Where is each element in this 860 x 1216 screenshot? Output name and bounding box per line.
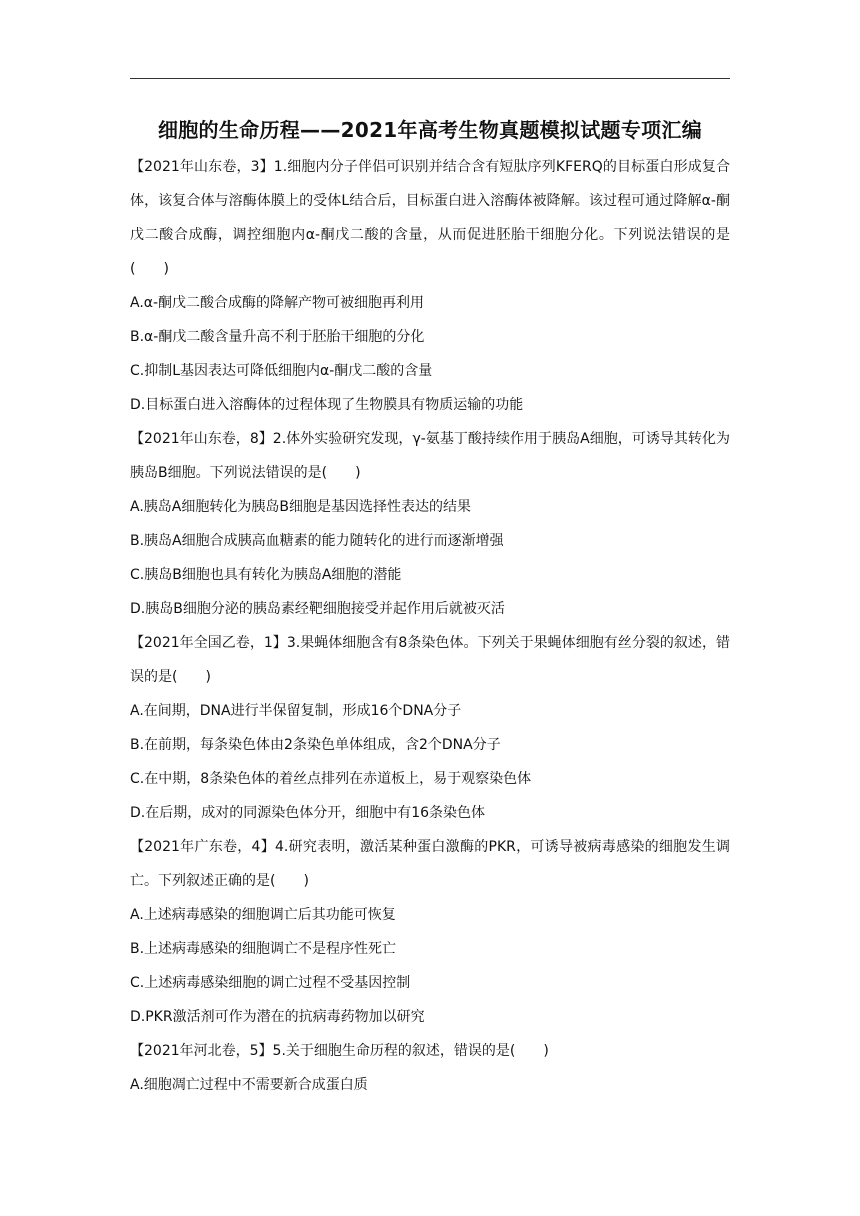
question-option: B.在前期，每条染色体由2条染色单体组成，含2个DNA分子 — [130, 737, 501, 753]
question-option: D.胰岛B细胞分泌的胰岛素经靶细胞接受并起作用后就被灭活 — [130, 601, 505, 617]
question-stem: 【2021年广东卷，4】4.研究表明，激活某种蛋白激酶的PKR，可诱导被病毒感染的细胞发生调亡。下列叙述正确的是( ) — [130, 839, 730, 889]
question-option: C.上述病毒感染细胞的调亡过程不受基因控制 — [130, 975, 411, 991]
question-option: B.胰岛A细胞合成胰高血糖素的能力随转化的进行而逐渐增强 — [130, 533, 504, 549]
question-option: A.细胞凋亡过程中不需要新合成蛋白质 — [130, 1077, 368, 1093]
question-option: B.α-酮戊二酸含量升高不利于胚胎干细胞的分化 — [130, 329, 425, 345]
question-stem: 【2021年河北卷，5】5.关于细胞生命历程的叙述，错误的是( ) — [130, 1043, 549, 1059]
question-stem: 【2021年全国乙卷，1】3.果蝇体细胞含有8条染色体。下列关于果蝇体细胞有丝分裂的叙述，错误的是( ) — [130, 635, 730, 685]
question-stem: 【2021年山东卷，3】1.细胞内分子伴侣可识别并结合含有短肽序列KFERQ的目标蛋白形成复合体，该复合体与溶酶体膜上的受体L结合后，目标蛋白进入溶酶体被降解。该过程可通过降解α-酮戊二酸合成酶，调控细胞内α-酮戊二酸的含量，从而促进胚胎干细胞分化。下列说法错误的是( ) — [130, 159, 730, 277]
question-stem: 【2021年山东卷，8】2.体外实验研究发现，γ-氨基丁酸持续作用于胰岛A细胞，可诱导其转化为胰岛B细胞。下列说法错误的是( ) — [130, 431, 730, 481]
question-list — [130, 150, 730, 1102]
question-option: A.在间期，DNA进行半保留复制，形成16个DNA分子 — [130, 703, 462, 719]
question-option: A.上述病毒感染的细胞调亡后其功能可恢复 — [130, 907, 396, 923]
question-option: C.在中期，8条染色体的着丝点排列在赤道板上，易于观察染色体 — [130, 771, 532, 787]
question-option: B.上述病毒感染的细胞调亡不是程序性死亡 — [130, 941, 397, 957]
question-option: C.抑制L基因表达可降低细胞内α-酮戊二酸的含量 — [130, 363, 433, 379]
question-option: A.胰岛A细胞转化为胰岛B细胞是基因选择性表达的结果 — [130, 499, 471, 515]
question-option: D.目标蛋白进入溶酶体的过程体现了生物膜具有物质运输的功能 — [130, 397, 524, 413]
question-option: A.α-酮戊二酸合成酶的降解产物可被细胞再利用 — [130, 295, 425, 311]
header-rule — [130, 78, 730, 79]
page-title: 细胞的生命历程——2021年高考生物真题模拟试题专项汇编 — [157, 118, 703, 142]
question-option: D.PKR激活剂可作为潜在的抗病毒药物加以研究 — [130, 1009, 425, 1025]
question-option: D.在后期，成对的同源染色体分开，细胞中有16条染色体 — [130, 805, 486, 821]
question-option: C.胰岛B细胞也具有转化为胰岛A细胞的潜能 — [130, 567, 402, 583]
